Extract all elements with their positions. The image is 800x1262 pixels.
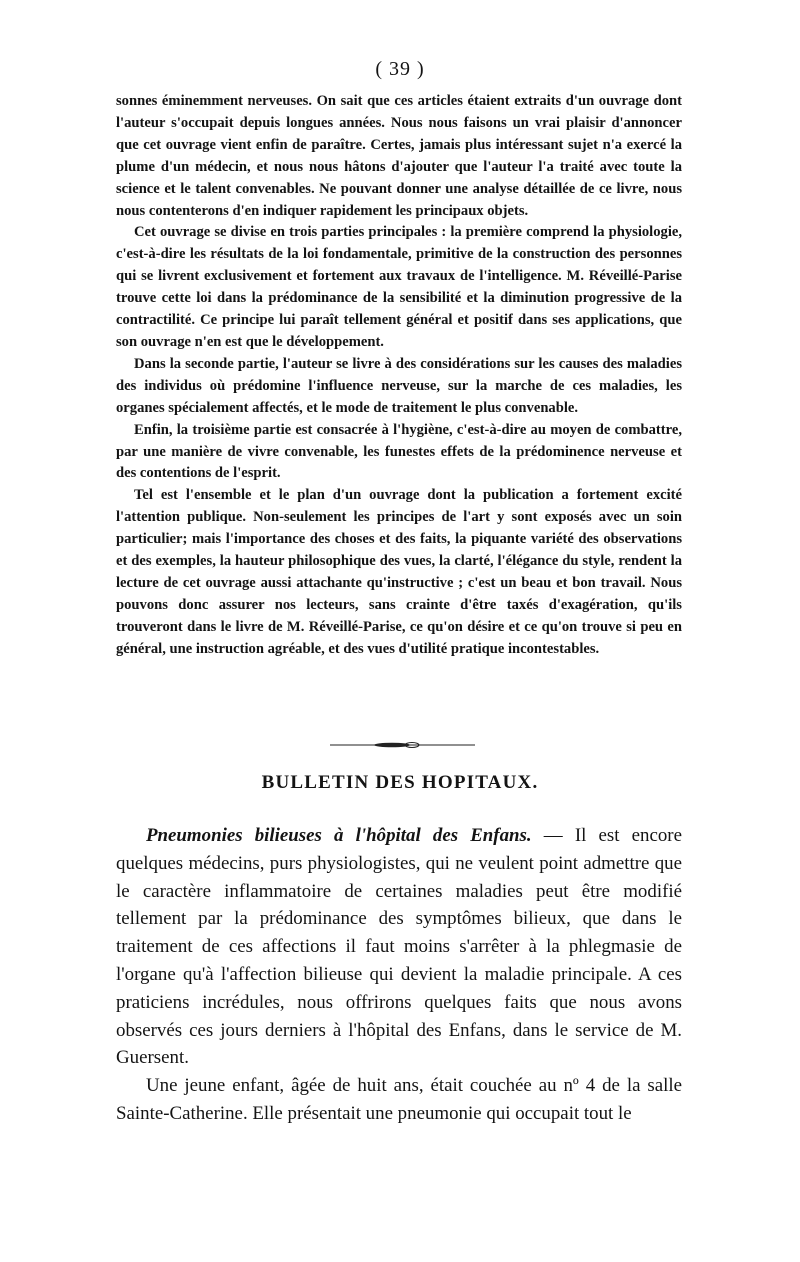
ornamental-divider [330,742,475,748]
section-heading: BULLETIN DES HOPITAUX. [261,772,539,793]
paragraph-body: — Il est encore quelques médecins, purs physiologistes, qui ne veulent point admettre que le caractère inflammatoire de certaines maladies peut être modifié tellement par la prédominance des symptômes bilieux, que dans le traitement de ces affections il faut moins s'arrêter à la phlegmasie de l'organe qu'à l'affection bilieuse qui devient la maladie principale. A ces praticiens incrédules, nous offrirons quelques faits que nous avons observés ces jours derniers à l'hôpital des Enfans, dans le service de M. Guersent. [116,825,682,1069]
paragraph: Dans la seconde partie, l'auteur se livre à des considérations sur les causes des maladies des individus où prédomine l'influence nerveuse, sur la marche de ces maladies, les organes spécialement affectés, et le mode de traitement le plus convenable. [116,355,682,416]
paragraph: Cet ouvrage se divise en trois parties principales : la première comprend la physiologie, c'est-à-dire les résultats de la loi fondamentale, primitive de la construction des personnes qui se livrent exclusivement et fortement aux travaux de l'intelligence. M. Réveillé-Parise trouve cette loi dans la prédominance de la sensibilité et la diminution progressive de la contractilité. Ce principe lui paraît tellement général et positif dans ses applications, que son ouvrage n'en est que le développement. [116,224,682,350]
paragraph: Enfin, la troisième partie est consacrée à l'hygiène, c'est-à-dire au moyen de combattre, par une manière de vivre convenable, les funestes effets de la prédominence nerveuse et des contentions de l'esprit. [116,421,682,482]
paragraph: Une jeune enfant, âgée de huit ans, était couchée au nº 4 de la salle Sainte-Catherine. Elle présentait une pneumonie qui occupait tout le [116,1075,682,1124]
article-title: Pneumonies bilieuses à l'hôpital des Enfans. [146,825,532,846]
book-review-text [116,91,682,661]
paragraph: sonnes éminemment nerveuses. On sait que ces articles étaient extraits d'un ouvrage dont l'auteur s'occupait depuis longues années. Nous nous faisons un vrai plaisir d'annoncer que cet ouvrage vient enfin de paraître. Certes, jamais plus intéressant sujet n'a exercé la plume d'un médecin, et nous nous hâtons d'ajouter que l'auteur l'a traité avec toute la science et le talent convenables. Ne pouvant donner une analyse détaillée de ce livre, nous nous contenterons d'en indiquer rapidement les principaux objets. [116,93,682,219]
page-number: ( 39 ) [375,58,425,80]
hospital-bulletin-text [116,822,682,1128]
paragraph [116,822,682,1072]
paragraph: Tel est l'ensemble et le plan d'un ouvrage dont la publication a fortement excité l'attention publique. Non-seulement les principes de l'art y sont exposés avec un soin particulier; mais l'importance des choses et des faits, la piquante variété des observations et des exemples, la hauteur philosophique des vues, la clarté, l'élégance du style, rendent la lecture de cet ouvrage aussi attachante qu'instructive ; c'est un beau et bon travail. Nous pouvons donc assurer nos lecteurs, sans crainte d'être taxés d'exagération, qu'ils trouveront dans le livre de M. Réveillé-Parise, ce qu'on désire et ce qu'on trouve si peu en général, une instruction agréable, et des vues d'utilité pratique incontestables. [116,487,682,657]
